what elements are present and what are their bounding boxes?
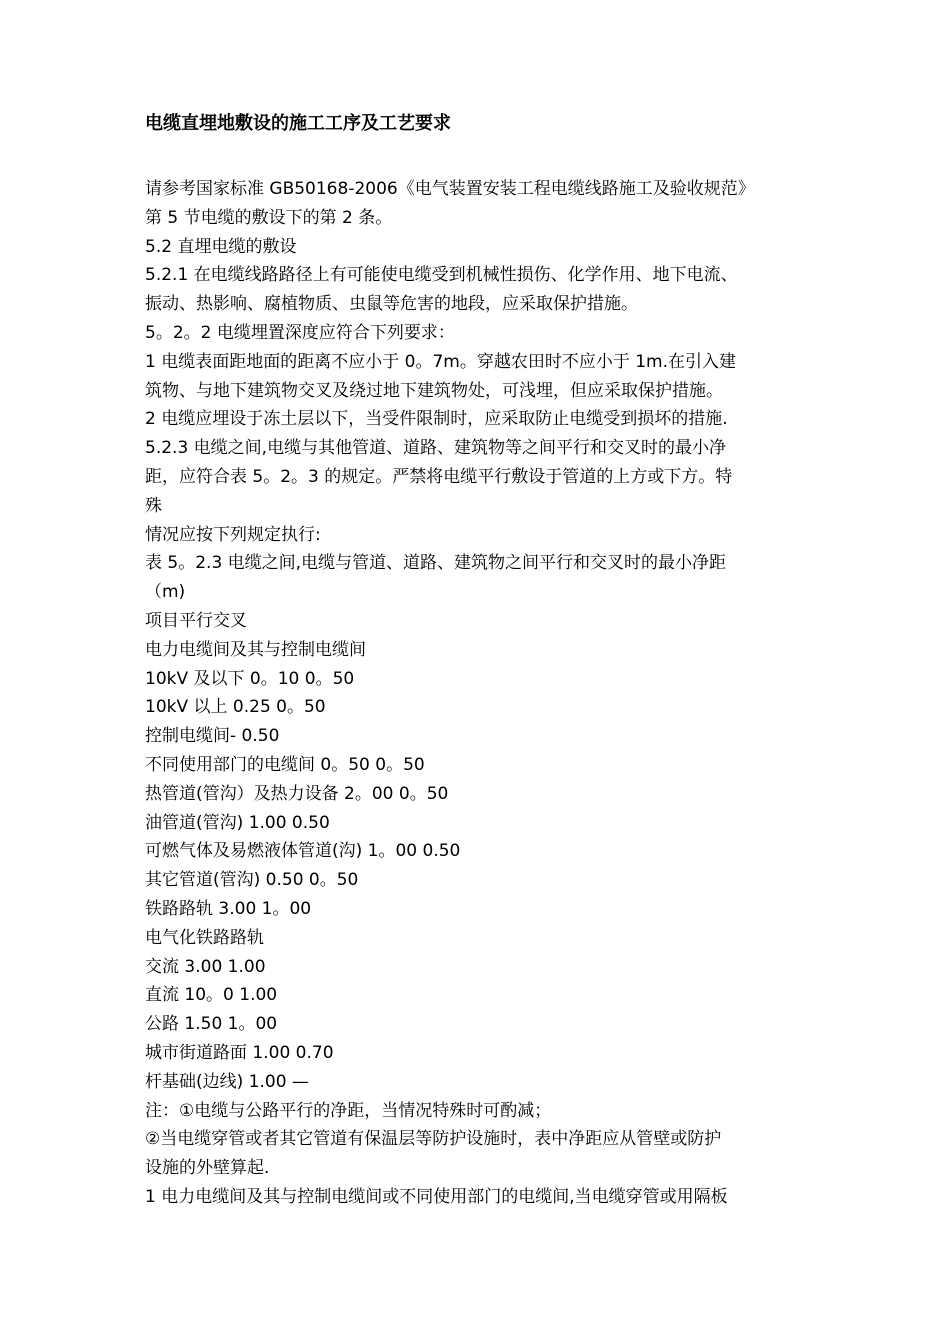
table-row: 公路 1.50 1。00 — [145, 1014, 278, 1035]
table-row: 电气化铁路路轨 — [145, 927, 264, 948]
table-row: 城市街道路面 1.00 0.70 — [145, 1042, 334, 1063]
text-line: 5.2.1 在电缆线路路径上有可能使电缆受到机械性损伤、化学作用、地下电流、 — [145, 265, 738, 286]
table-row: 可燃气体及易燃液体管道(沟) 1。00 0.50 — [145, 841, 461, 862]
table-row: 控制电缆间- 0.50 — [145, 726, 280, 747]
text-line: 第 5 节电缆的敷设下的第 2 条。 — [145, 207, 393, 228]
table-row: 交流 3.00 1.00 — [145, 956, 266, 977]
text-line: 情况应按下列规定执行: — [145, 524, 321, 545]
table-row: 热管道(管沟）及热力设备 2。00 0。50 — [145, 783, 449, 804]
text-line: 距，应符合表 5。2。3 的规定。严禁将电缆平行敷设于管道的上方或下方。特 — [145, 466, 733, 487]
note-line: ②当电缆穿管或者其它管道有保温层等防护设施时，表中净距应从管壁或防护 — [145, 1129, 722, 1150]
text-line: 殊 — [145, 495, 162, 516]
table-row: 电力电缆间及其与控制电缆间 — [145, 639, 366, 660]
table-row: 10kV 以上 0.25 0。50 — [145, 697, 326, 718]
text-line: 筑物、与地下建筑物交叉及绕过地下建筑物处，可浅埋，但应采取保护措施。 — [145, 380, 723, 401]
table-row: 其它管道(管沟) 0.50 0。50 — [145, 870, 359, 891]
document-title: 电缆直埋地敷设的施工工序及工艺要求 — [145, 113, 451, 134]
table-row: 铁路路轨 3.00 1。00 — [145, 898, 312, 919]
note-line: 设施的外壁算起. — [145, 1158, 270, 1179]
section-heading: 5.2 直埋电缆的敷设 — [145, 236, 297, 257]
text-line: 1 电缆表面距地面的距离不应小于 0。7m。穿越农田时不应小于 1m.在引入建 — [145, 351, 736, 372]
table-caption-unit: （m) — [145, 582, 186, 603]
text-line: 2 电缆应埋设于冻土层以下，当受件限制时，应采取防止电缆受到损坏的措施. — [145, 409, 728, 430]
document-body — [145, 175, 815, 1212]
note-line: 注：①电缆与公路平行的净距，当情况特殊时可酌减； — [145, 1100, 552, 1121]
table-row: 10kV 及以下 0。10 0。50 — [145, 668, 355, 689]
text-line: 5。2。2 电缆埋置深度应符合下列要求： — [145, 322, 455, 343]
text-line: 5.2.3 电缆之间,电缆与其他管道、道路、建筑物等之间平行和交叉时的最小净 — [145, 438, 727, 459]
table-caption: 表 5。2.3 电缆之间,电缆与管道、道路、建筑物之间平行和交叉时的最小净距 — [145, 553, 727, 574]
table-header-row: 项目平行交叉 — [145, 610, 247, 631]
text-line: 振动、热影响、腐植物质、虫鼠等危害的地段，应采取保护措施。 — [145, 294, 638, 315]
table-row: 不同使用部门的电缆间 0。50 0。50 — [145, 754, 425, 775]
table-row: 直流 10。0 1.00 — [145, 985, 278, 1006]
table-row: 油管道(管沟) 1.00 0.50 — [145, 812, 330, 833]
text-line: 请参考国家标准 GB50168-2006《电气装置安装工程电缆线路施工及验收规范》 — [145, 179, 755, 199]
table-row: 杆基础(边线) 1.00 — — [145, 1071, 309, 1092]
text-line: 1 电力电缆间及其与控制电缆间或不同使用部门的电缆间,当电缆穿管或用隔板 — [145, 1186, 728, 1207]
